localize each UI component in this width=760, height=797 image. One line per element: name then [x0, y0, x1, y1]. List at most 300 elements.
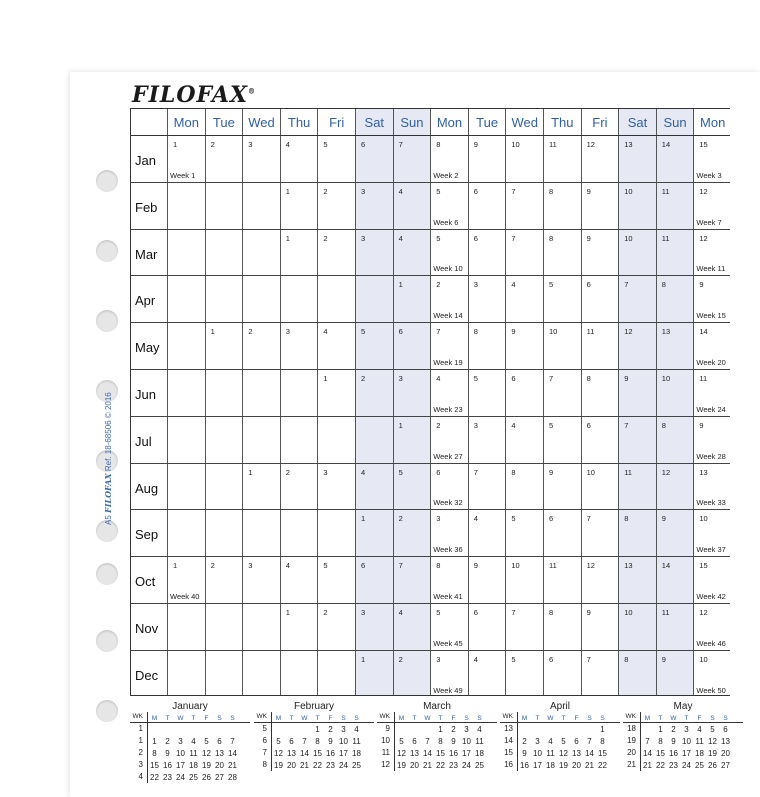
day-cell[interactable] — [317, 183, 355, 229]
day-cell[interactable] — [581, 464, 619, 510]
day-cell[interactable] — [430, 370, 468, 416]
month-row — [131, 323, 730, 370]
mini-day: 14 — [300, 748, 309, 758]
day-cell[interactable] — [167, 230, 205, 276]
day-number: 1 — [285, 186, 290, 196]
mini-day: 1 — [152, 736, 157, 746]
day-cell[interactable] — [242, 370, 280, 416]
mini-weekday: S — [587, 715, 592, 722]
mini-calendar-row — [623, 759, 743, 771]
mini-day: 10 — [176, 748, 185, 758]
week-label: Week 11 — [696, 264, 726, 274]
month-row — [131, 230, 730, 277]
mini-day: 16 — [520, 760, 529, 770]
day-cell[interactable] — [656, 464, 694, 510]
day-cell[interactable] — [317, 276, 355, 322]
day-cell[interactable] — [280, 230, 318, 276]
day-cell[interactable] — [280, 604, 318, 650]
day-cell[interactable] — [618, 183, 656, 229]
day-number: 12 — [661, 467, 671, 477]
day-number: 8 — [586, 374, 591, 383]
day-cell[interactable] — [167, 183, 205, 229]
day-cell[interactable] — [393, 230, 431, 276]
mini-calendar-row — [130, 747, 250, 759]
day-cell[interactable] — [543, 651, 581, 696]
day-number: 12 — [699, 186, 708, 196]
day-cell[interactable] — [581, 323, 619, 369]
day-cell[interactable] — [355, 417, 393, 463]
day-cell[interactable] — [468, 510, 506, 556]
mini-day: 13 — [215, 748, 224, 758]
day-cell[interactable] — [656, 370, 694, 416]
mini-day: 11 — [695, 736, 704, 746]
day-cell[interactable] — [543, 510, 581, 556]
day-number: 4 — [436, 374, 441, 383]
mini-calendar-row — [623, 735, 743, 747]
day-cell[interactable] — [468, 136, 506, 182]
day-cell[interactable] — [543, 136, 581, 182]
week-label: Week 28 — [696, 451, 726, 461]
day-cell[interactable] — [581, 557, 619, 603]
day-cell[interactable] — [656, 510, 694, 556]
day-number: 11 — [661, 233, 670, 243]
day-number: 11 — [661, 608, 670, 617]
day-cell[interactable] — [581, 230, 619, 276]
day-cell[interactable] — [317, 604, 355, 650]
day-cell[interactable] — [430, 323, 468, 369]
day-cell[interactable] — [355, 510, 393, 556]
day-cell[interactable] — [167, 510, 205, 556]
day-cell[interactable] — [317, 510, 355, 556]
day-cell[interactable] — [656, 230, 694, 276]
day-cell[interactable] — [618, 464, 656, 510]
month-row — [131, 136, 730, 183]
day-cell[interactable] — [581, 183, 619, 229]
day-cell[interactable] — [581, 651, 619, 696]
day-cell[interactable] — [242, 276, 280, 322]
day-cell[interactable] — [167, 557, 205, 603]
day-cell[interactable] — [317, 370, 355, 416]
mini-day: 19 — [202, 760, 211, 770]
mini-day: 13 — [721, 736, 730, 746]
mini-day: 3 — [684, 724, 689, 734]
day-cell[interactable] — [581, 136, 619, 182]
day-cell[interactable] — [468, 557, 506, 603]
day-cell[interactable] — [280, 370, 318, 416]
day-cell[interactable] — [280, 417, 318, 463]
week-label: Week 19 — [433, 357, 463, 367]
day-cell[interactable] — [242, 136, 280, 182]
day-cell[interactable] — [393, 464, 431, 510]
mini-day: 1 — [315, 724, 320, 734]
day-cell[interactable] — [581, 417, 619, 463]
day-cell[interactable] — [393, 323, 431, 369]
day-cell[interactable] — [505, 230, 543, 276]
year-planner-grid — [130, 108, 730, 696]
month-row — [131, 417, 730, 464]
day-cell[interactable] — [205, 183, 243, 229]
day-number: 6 — [586, 280, 591, 290]
day-number: 9 — [661, 654, 666, 664]
day-cell[interactable] — [355, 276, 393, 322]
day-cell[interactable] — [355, 464, 393, 510]
day-cell[interactable] — [242, 604, 280, 650]
day-number: 10 — [624, 608, 633, 617]
mini-day: 5 — [276, 736, 281, 746]
day-cell[interactable] — [317, 323, 355, 369]
day-cell[interactable] — [505, 136, 543, 182]
day-cell[interactable] — [468, 230, 506, 276]
day-cell[interactable] — [693, 651, 730, 696]
mini-weekday: T — [289, 715, 294, 722]
day-cell[interactable] — [618, 276, 656, 322]
day-cell[interactable] — [242, 510, 280, 556]
day-cell[interactable] — [656, 276, 694, 322]
mini-day: 8 — [600, 736, 605, 746]
mini-calendar-header — [377, 713, 497, 723]
mini-weekday: S — [600, 715, 605, 722]
mini-day: 1 — [438, 724, 443, 734]
day-cell[interactable] — [205, 136, 243, 182]
day-cell[interactable] — [693, 230, 730, 276]
day-cell[interactable] — [505, 557, 543, 603]
day-cell[interactable] — [280, 183, 318, 229]
day-cell[interactable] — [205, 417, 243, 463]
day-cell[interactable] — [505, 370, 543, 416]
mini-calendar-title: January — [172, 701, 208, 712]
mini-calendar-row — [500, 759, 620, 771]
mini-day: 22 — [313, 760, 322, 770]
day-cell[interactable] — [355, 230, 393, 276]
mini-day: 24 — [682, 760, 691, 770]
day-cell[interactable] — [167, 370, 205, 416]
day-cell[interactable] — [355, 557, 393, 603]
mini-day: 18 — [695, 748, 704, 758]
day-cell[interactable] — [317, 464, 355, 510]
mini-day: 23 — [669, 760, 678, 770]
day-cell[interactable] — [317, 557, 355, 603]
day-cell[interactable] — [430, 183, 468, 229]
day-cell[interactable] — [693, 604, 730, 650]
day-cell[interactable] — [167, 276, 205, 322]
day-cell[interactable] — [543, 183, 581, 229]
day-cell[interactable] — [280, 464, 318, 510]
day-number: 4 — [285, 561, 290, 571]
mini-day: 16 — [669, 748, 678, 758]
day-cell[interactable] — [167, 417, 205, 463]
month-label: Oct — [135, 574, 156, 590]
day-number: 4 — [398, 608, 403, 617]
mini-week-number: 11 — [377, 747, 395, 759]
day-number: 11 — [549, 561, 557, 571]
day-cell[interactable] — [205, 557, 243, 603]
mini-day: 23 — [163, 772, 172, 782]
day-cell[interactable] — [167, 464, 205, 510]
mini-day: 18 — [546, 760, 555, 770]
mini-day: 2 — [451, 724, 456, 734]
day-cell[interactable] — [430, 651, 468, 696]
day-cell[interactable] — [430, 557, 468, 603]
day-cell[interactable] — [317, 136, 355, 182]
day-cell[interactable] — [280, 276, 318, 322]
mini-day: 19 — [397, 760, 406, 770]
day-number: 11 — [624, 467, 632, 477]
mini-weekday: T — [315, 715, 320, 722]
day-number: 14 — [699, 327, 708, 337]
day-cell[interactable] — [505, 417, 543, 463]
mini-calendar-row — [254, 759, 374, 771]
mini-calendar-title: April — [549, 701, 570, 712]
week-label: Week 2 — [433, 170, 459, 180]
day-cell[interactable] — [430, 510, 468, 556]
day-cell[interactable] — [430, 230, 468, 276]
day-cell[interactable] — [242, 230, 280, 276]
mini-day: 17 — [533, 760, 542, 770]
day-cell[interactable] — [355, 323, 393, 369]
mini-day: 16 — [326, 748, 335, 758]
day-number: 13 — [624, 561, 633, 571]
day-cell[interactable] — [543, 464, 581, 510]
day-cell[interactable] — [693, 276, 730, 322]
mini-day: 12 — [559, 748, 568, 758]
day-header: Mon — [693, 109, 730, 135]
day-cell[interactable] — [167, 323, 205, 369]
week-label: Week 40 — [170, 591, 200, 601]
day-cell[interactable] — [581, 276, 619, 322]
mini-week-number: 3 — [130, 759, 148, 771]
mini-calendar-row — [377, 759, 497, 771]
day-cell[interactable] — [167, 136, 205, 182]
day-cell[interactable] — [618, 557, 656, 603]
day-cell[interactable] — [505, 604, 543, 650]
day-cell[interactable] — [693, 417, 730, 463]
day-cell[interactable] — [205, 370, 243, 416]
day-cell[interactable] — [393, 417, 431, 463]
day-number: 4 — [285, 140, 290, 149]
day-cell[interactable] — [468, 464, 506, 510]
day-cell[interactable] — [505, 510, 543, 556]
day-cell[interactable] — [242, 417, 280, 463]
day-cell[interactable] — [693, 136, 730, 182]
day-header: Fri — [317, 109, 355, 135]
day-cell[interactable] — [505, 651, 543, 696]
mini-day: 15 — [656, 748, 665, 758]
day-cell[interactable] — [581, 370, 619, 416]
day-cell[interactable] — [393, 136, 431, 182]
day-cell[interactable] — [656, 136, 694, 182]
day-cell[interactable] — [355, 136, 393, 182]
day-cell[interactable] — [618, 510, 656, 556]
day-cell[interactable] — [167, 604, 205, 650]
day-cell[interactable] — [543, 230, 581, 276]
day-number: 8 — [473, 327, 478, 337]
day-cell[interactable] — [618, 370, 656, 416]
mini-weekday: WK — [130, 712, 148, 722]
day-cell[interactable] — [242, 183, 280, 229]
day-cell[interactable] — [693, 510, 730, 556]
mini-calendar-row — [500, 735, 620, 747]
day-cell[interactable] — [430, 464, 468, 510]
day-cell[interactable] — [656, 651, 694, 696]
day-cell[interactable] — [317, 230, 355, 276]
day-cell[interactable] — [618, 136, 656, 182]
day-cell[interactable] — [618, 417, 656, 463]
day-cell[interactable] — [205, 230, 243, 276]
day-cell[interactable] — [205, 276, 243, 322]
mini-calendar-row — [130, 735, 250, 747]
brand-logo: FILOFAX® — [132, 82, 257, 108]
day-cell[interactable] — [430, 604, 468, 650]
mini-day: 11 — [352, 736, 361, 746]
day-cell[interactable] — [355, 651, 393, 696]
month-label: Dec — [135, 667, 159, 683]
day-cell[interactable] — [355, 183, 393, 229]
day-cell[interactable] — [393, 276, 431, 322]
mini-day: 5 — [204, 736, 209, 746]
day-cell[interactable] — [505, 464, 543, 510]
day-cell[interactable] — [468, 183, 506, 229]
day-cell[interactable] — [355, 604, 393, 650]
day-cell[interactable] — [280, 651, 318, 696]
month-row — [131, 183, 730, 230]
day-cell[interactable] — [693, 183, 730, 229]
day-cell[interactable] — [581, 604, 619, 650]
day-cell[interactable] — [280, 323, 318, 369]
mini-day: 20 — [721, 748, 730, 758]
day-cell[interactable] — [393, 557, 431, 603]
day-cell[interactable] — [280, 510, 318, 556]
day-cell[interactable] — [205, 323, 243, 369]
week-label: Week 6 — [433, 217, 459, 227]
mini-day: 9 — [328, 736, 333, 746]
day-cell[interactable] — [693, 557, 730, 603]
day-number: 10 — [511, 140, 520, 149]
day-cell[interactable] — [393, 510, 431, 556]
month-row — [131, 464, 730, 511]
day-cell[interactable] — [393, 370, 431, 416]
day-number: 10 — [699, 514, 708, 524]
week-label: Week 37 — [696, 545, 726, 555]
day-cell[interactable] — [693, 323, 730, 369]
day-cell[interactable] — [205, 464, 243, 510]
day-cell[interactable] — [505, 183, 543, 229]
day-cell[interactable] — [581, 510, 619, 556]
day-cell[interactable] — [468, 323, 506, 369]
month-label: Sep — [135, 527, 159, 543]
mini-weekday: W — [670, 715, 677, 722]
day-cell[interactable] — [242, 323, 280, 369]
day-cell[interactable] — [693, 370, 730, 416]
day-cell[interactable] — [205, 651, 243, 696]
mini-calendar — [623, 701, 743, 771]
day-cell[interactable] — [167, 651, 205, 696]
day-cell[interactable] — [355, 370, 393, 416]
mini-calendar-row — [623, 723, 743, 735]
mini-day: 10 — [682, 736, 691, 746]
day-number: 3 — [436, 514, 441, 524]
mini-day: 17 — [339, 748, 348, 758]
day-cell[interactable] — [543, 557, 581, 603]
day-cell[interactable] — [430, 276, 468, 322]
mini-week-number: 20 — [623, 747, 641, 759]
day-cell[interactable] — [393, 183, 431, 229]
day-cell[interactable] — [468, 276, 506, 322]
day-cell[interactable] — [242, 651, 280, 696]
day-cell[interactable] — [280, 136, 318, 182]
week-label: Week 45 — [433, 638, 463, 648]
day-number: 3 — [285, 327, 290, 337]
day-cell[interactable] — [430, 136, 468, 182]
day-number: 1 — [210, 327, 215, 337]
month-row — [131, 651, 730, 696]
mini-weekday: S — [477, 715, 482, 722]
day-number: 4 — [473, 514, 478, 524]
day-cell[interactable] — [656, 604, 694, 650]
day-cell[interactable] — [543, 604, 581, 650]
day-cell[interactable] — [393, 604, 431, 650]
day-cell[interactable] — [205, 604, 243, 650]
day-number: 13 — [661, 327, 671, 337]
day-cell[interactable] — [468, 604, 506, 650]
day-cell[interactable] — [430, 417, 468, 463]
day-number: 7 — [398, 140, 403, 149]
day-cell[interactable] — [618, 651, 656, 696]
day-cell[interactable] — [618, 230, 656, 276]
day-cell[interactable] — [656, 323, 694, 369]
mini-weekday: T — [684, 715, 689, 722]
day-cell[interactable] — [280, 557, 318, 603]
day-cell[interactable] — [505, 323, 543, 369]
punch-hole — [96, 170, 118, 192]
mini-week-number: 6 — [254, 735, 272, 747]
day-number: 4 — [398, 233, 403, 243]
day-cell[interactable] — [543, 417, 581, 463]
day-cell[interactable] — [543, 276, 581, 322]
day-cell[interactable] — [656, 417, 694, 463]
day-cell[interactable] — [656, 183, 694, 229]
day-cell[interactable] — [693, 464, 730, 510]
day-cell[interactable] — [543, 370, 581, 416]
mini-calendar-row — [254, 723, 374, 735]
mini-day: 12 — [274, 748, 283, 758]
mini-day: 22 — [436, 760, 445, 770]
day-number: 7 — [549, 374, 554, 383]
day-cell[interactable] — [242, 557, 280, 603]
month-row — [131, 276, 730, 323]
day-cell[interactable] — [317, 651, 355, 696]
day-cell[interactable] — [317, 417, 355, 463]
day-number: 5 — [398, 467, 403, 477]
mini-weekday: WK — [623, 712, 641, 722]
day-cell[interactable] — [468, 651, 506, 696]
week-label: Week 46 — [696, 638, 726, 648]
day-cell[interactable] — [505, 276, 543, 322]
day-cell[interactable] — [393, 651, 431, 696]
mini-calendar — [254, 701, 374, 771]
day-cell[interactable] — [656, 557, 694, 603]
day-cell[interactable] — [205, 510, 243, 556]
day-number: 8 — [624, 514, 629, 524]
day-cell[interactable] — [242, 464, 280, 510]
mini-day: 3 — [535, 736, 540, 746]
day-header: Thu — [543, 109, 581, 135]
day-number: 5 — [549, 280, 554, 290]
day-cell[interactable] — [618, 323, 656, 369]
day-cell[interactable] — [468, 370, 506, 416]
day-cell[interactable] — [543, 323, 581, 369]
day-cell[interactable] — [468, 417, 506, 463]
day-cell[interactable] — [618, 604, 656, 650]
